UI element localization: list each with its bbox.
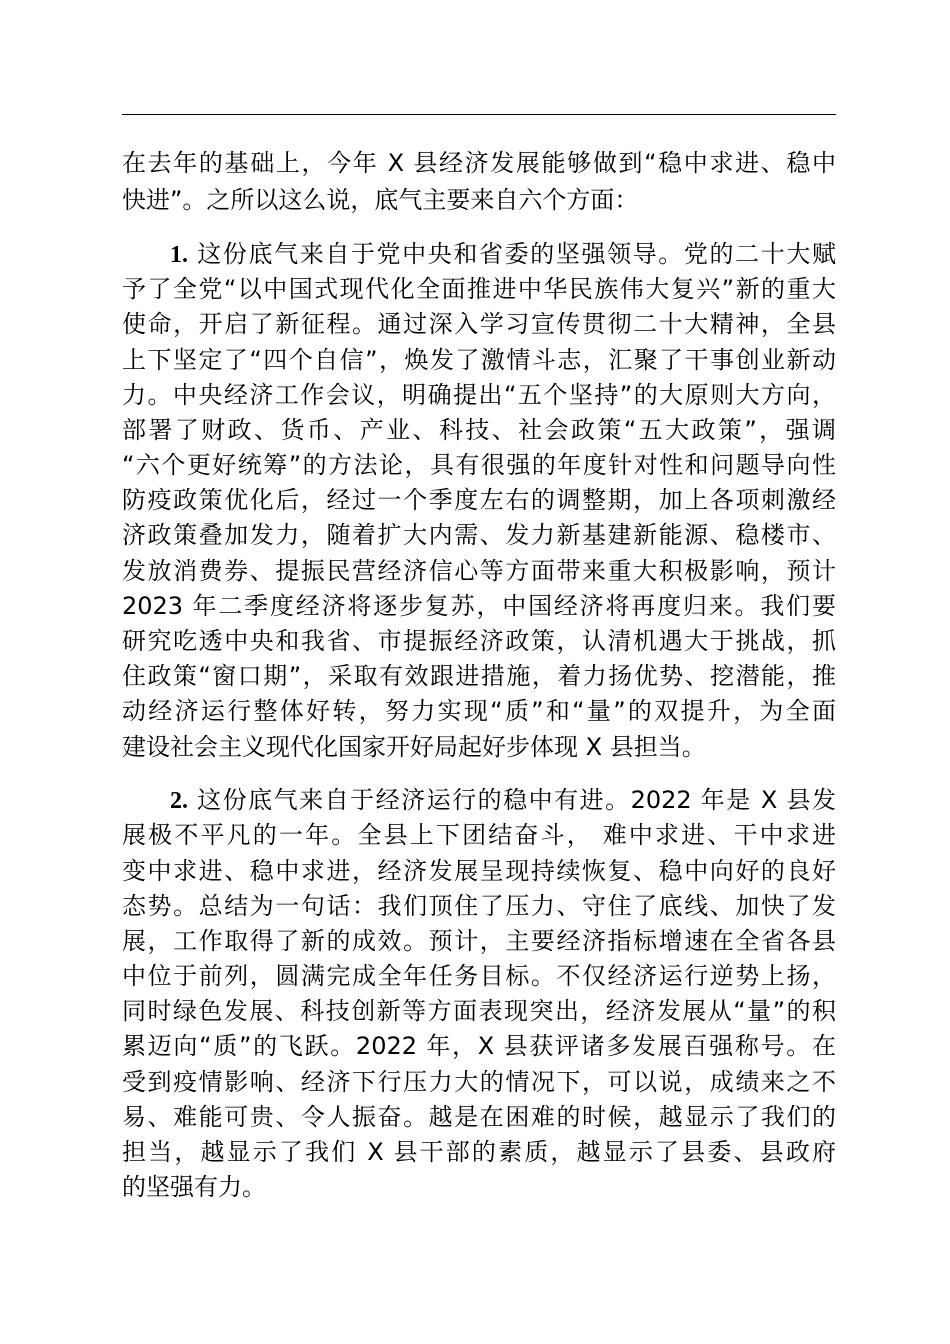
paragraph-2-line-8: 累迈向“质”的飞跃。2022 年，X 县获评诸多发展百强称号。在 (122, 1032, 836, 1060)
paragraph-1-line-4: 上下坚定了“四个自信”，焕发了激情斗志，汇聚了干事创业新动 (122, 346, 836, 374)
paragraph-1-line-1-text: 这份底气来自于党中央和省委的坚强领导。党的二十大赋 (197, 240, 836, 268)
paragraph-1-line-13: 住政策“窗口期”，采取有效跟进措施，着力扬优势、挖潜能，推 (122, 662, 836, 690)
paragraph-2-line-11: 担当，越显示了我们 X 县干部的素质，越显示了县委、县政府 (122, 1138, 836, 1166)
paragraph-1-line-7: “六个更好统筹”的方法论，具有很强的年度针对性和问题导向性 (122, 451, 836, 479)
paragraph-1-line-6: 部署了财政、货币、产业、科技、社会政策“五大政策”，强调 (122, 416, 836, 444)
paragraph-2-line-10: 易、难能可贵、令人振奋。越是在困难的时候，越显示了我们的 (122, 1103, 836, 1131)
paragraph-1-number: 1. (170, 242, 188, 268)
paragraph-1-line-14: 动经济运行整体好转，努力实现“质”和“量”的双提升，为全面 (122, 697, 836, 725)
paragraph-1-line-9: 济政策叠加发力，随着扩大内需、发力新基建新能源、稳楼市、 (122, 521, 836, 549)
paragraph-2-line-1 (170, 783, 836, 817)
paragraph-1-line-15: 建设社会主义现代化国家开好局起好步体现 X 县担当。 (122, 733, 706, 761)
paragraph-1-line-3: 使命，开启了新征程。通过深入学习宣传贯彻二十大精神，全县 (122, 310, 836, 338)
paragraph-intro-line-2: 快进”。之所以这么说，底气主要来自六个方面： (122, 186, 639, 214)
paragraph-1-line-5: 力。中央经济工作会议，明确提出“五个坚持”的大原则大方向， (122, 381, 836, 409)
paragraph-2-line-6: 中位于前列，圆满完成全年任务目标。不仅经济运行逆势上扬， (122, 962, 836, 990)
paragraph-2-line-5: 展，工作取得了新的成效。预计，主要经济指标增速在全省各县 (122, 927, 836, 955)
paragraph-2-line-12: 的坚强有力。 (122, 1173, 266, 1201)
paragraph-2-line-9: 受到疫情影响、经济下行压力大的情况下，可以说，成绩来之不 (122, 1068, 836, 1096)
paragraph-2-line-3: 变中求进、稳中求进，经济发展呈现持续恢复、稳中向好的良好 (122, 857, 836, 885)
paragraph-2-line-2: 展极不平凡的一年。全县上下团结奋斗， 难中求进、干中求进 (122, 821, 836, 849)
paragraph-2-number: 2. (170, 788, 188, 814)
paragraph-intro-line-1: 在去年的基础上，今年 X 县经济发展能够做到“稳中求进、稳中 (122, 149, 836, 177)
paragraph-1-line-11: 2023 年二季度经济将逐步复苏，中国经济将再度归来。我们要 (122, 592, 836, 620)
paragraph-2-line-1-text: 这份底气来自于经济运行的稳中有进。2022 年是 X 县发 (197, 786, 837, 814)
paragraph-1-line-1 (170, 237, 836, 271)
paragraph-2-line-7: 同时绿色发展、科技创新等方面表现突出，经济发展从“量”的积 (122, 997, 836, 1025)
paragraph-2-line-4: 态势。总结为一句话：我们顶住了压力、守住了底线、加快了发 (122, 892, 836, 920)
paragraph-1-line-8: 防疫政策优化后，经过一个季度左右的调整期，加上各项刺激经 (122, 486, 836, 514)
paragraph-1-line-10: 发放消费券、提振民营经济信心等方面带来重大积极影响，预计 (122, 557, 836, 585)
header-rule (122, 114, 836, 115)
paragraph-1-line-12: 研究吃透中央和我省、市提振经济政策，认清机遇大于挑战，抓 (122, 627, 836, 655)
paragraph-1-line-2: 予了全党“以中国式现代化全面推进中华民族伟大复兴”新的重大 (122, 275, 836, 303)
